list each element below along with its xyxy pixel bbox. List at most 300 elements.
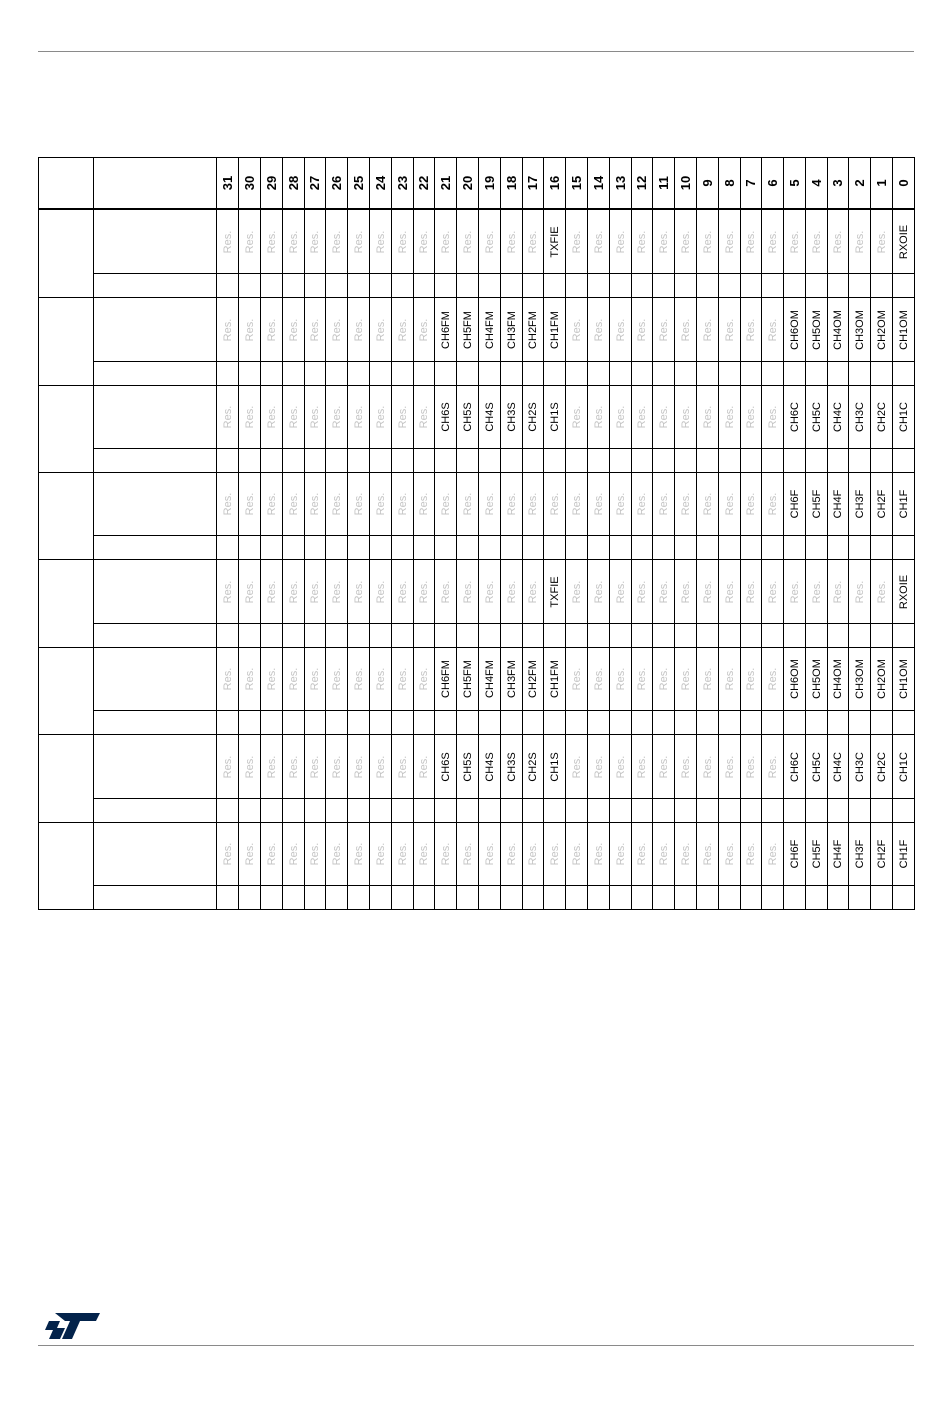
reset-value-cell: [741, 624, 762, 648]
reserved-bit-label: Res.: [614, 580, 627, 603]
reserved-bit-label: Res.: [287, 755, 300, 778]
reserved-bit-label: Res.: [527, 842, 539, 865]
reserved-bit-label: Res.: [418, 230, 430, 253]
reserved-bit-label: Res.: [287, 580, 300, 603]
register-bit-field: [479, 647, 501, 711]
register-bit-field: [632, 210, 653, 274]
register-bit-field: [501, 647, 523, 711]
bit-number-label: 15: [568, 175, 584, 191]
reset-value-cell: [719, 624, 741, 648]
reset-value-cell: [741, 886, 762, 910]
register-bit-field: [326, 735, 348, 799]
register-name-cell: [94, 822, 217, 886]
reset-value-cell: [632, 624, 653, 648]
reset-value-cell: [741, 362, 762, 386]
reset-value-cell: [697, 799, 719, 823]
reserved-bit-label: Res.: [636, 230, 648, 253]
bit-field-name: CH6S: [439, 751, 452, 782]
bit-field-name: CH1S: [548, 751, 561, 782]
reset-value-cell: [261, 274, 283, 298]
register-bit-field: [239, 472, 261, 536]
reset-value-cell: [632, 799, 653, 823]
bit-field-name: CH5S: [461, 401, 474, 432]
reset-value-cell: [566, 536, 588, 560]
bit-field-name: CH2S: [527, 401, 539, 432]
register-offset-cell: [38, 298, 94, 386]
reset-value-cell: [566, 886, 588, 910]
reset-value-cell: [523, 536, 544, 560]
reset-value-cell: [414, 274, 435, 298]
bit-field-name: CH6S: [439, 401, 452, 432]
register-bit-field: [653, 298, 675, 362]
register-bit-field: [261, 298, 283, 362]
bit-number-header: [217, 157, 239, 210]
reset-value-cell: [632, 362, 653, 386]
register-bit-field: [457, 298, 479, 362]
register-bit-field: [457, 210, 479, 274]
register-bit-field: [588, 210, 610, 274]
reserved-bit-label: Res.: [614, 667, 627, 690]
reserved-bit-label: Res.: [527, 230, 539, 253]
reserved-bit-label: Res.: [243, 580, 256, 603]
register-bit-field: [544, 472, 566, 536]
reserved-bit-label: Res.: [723, 318, 736, 341]
register-bit-field: [588, 472, 610, 536]
reset-value-cell: [610, 362, 632, 386]
reserved-bit-label: Res.: [309, 667, 321, 690]
reserved-bit-label: Res.: [701, 755, 714, 778]
reserved-bit-label: Res.: [766, 667, 779, 690]
reserved-bit-label: Res.: [221, 230, 234, 253]
register-bit-field: [632, 647, 653, 711]
reserved-bit-label: Res.: [374, 755, 387, 778]
register-bit-field: [784, 298, 806, 362]
register-bit-field: [239, 822, 261, 886]
bit-number-label: 13: [612, 175, 628, 191]
register-bit-field: [283, 298, 305, 362]
reset-value-cell: [457, 362, 479, 386]
reset-value-cell: [239, 886, 261, 910]
register-bit-field: [392, 210, 414, 274]
register-bit-field: [697, 472, 719, 536]
bit-field-name: CH5C: [810, 751, 823, 782]
reset-value-cell: [675, 711, 697, 735]
bit-field-name: CH4S: [483, 401, 496, 432]
reserved-bit-label: Res.: [418, 667, 430, 690]
reserved-bit-label: Res.: [614, 755, 627, 778]
bit-field-name: CH1FM: [548, 310, 561, 349]
bit-number-label: 31: [219, 175, 235, 191]
register-bit-field: [457, 822, 479, 886]
reserved-bit-label: Res.: [309, 230, 321, 253]
reset-value-cell: [828, 799, 849, 823]
reset-value-cell: [414, 711, 435, 735]
reserved-bit-label: Res.: [483, 230, 496, 253]
register-bit-field: [457, 560, 479, 624]
register-bit-field: [697, 298, 719, 362]
reset-value-cell: [414, 536, 435, 560]
register-bit-field: [523, 298, 544, 362]
reset-value-cell: [871, 624, 893, 648]
reset-value-cell: [326, 799, 348, 823]
reserved-bit-label: Res.: [657, 580, 670, 603]
reserved-bit-label: Res.: [570, 492, 583, 515]
reset-value-cell: [326, 274, 348, 298]
reserved-bit-label: Res.: [439, 230, 452, 253]
reset-value-cell: [719, 799, 741, 823]
reset-value-cell: [283, 799, 305, 823]
bit-number-header: [523, 157, 544, 210]
reserved-bit-label: Res.: [853, 580, 866, 603]
reset-value-cell: [435, 799, 457, 823]
register-bit-field: [523, 822, 544, 886]
register-bit-field: [893, 298, 915, 362]
register-offset-cell: [38, 385, 94, 473]
reset-value-cell: [632, 274, 653, 298]
bit-number-header: [261, 157, 283, 210]
reset-value-cell: [784, 536, 806, 560]
register-bit-field: [893, 210, 915, 274]
reserved-bit-label: Res.: [592, 405, 605, 428]
register-bit-field: [610, 298, 632, 362]
register-bit-field: [414, 822, 435, 886]
reserved-bit-label: Res.: [374, 405, 387, 428]
reset-value-label-cell: [94, 799, 217, 823]
reserved-bit-label: Res.: [679, 667, 692, 690]
register-bit-field: [261, 472, 283, 536]
register-bit-field: [566, 822, 588, 886]
bit-number-label: 4: [808, 179, 824, 187]
reserved-bit-label: Res.: [570, 230, 583, 253]
register-bit-field: [501, 472, 523, 536]
register-offset-cell: [38, 735, 94, 823]
reset-value-cell: [501, 886, 523, 910]
reserved-bit-label: Res.: [570, 755, 583, 778]
register-bit-field: [544, 210, 566, 274]
register-bit-field: [479, 472, 501, 536]
register-bit-field: [675, 385, 697, 449]
reset-value-cell: [784, 711, 806, 735]
bit-field-name: CH1C: [897, 401, 910, 432]
reset-value-label-cell: [94, 624, 217, 648]
reserved-bit-label: Res.: [766, 755, 779, 778]
bit-number-header: [326, 157, 348, 210]
reset-value-cell: [849, 799, 871, 823]
bit-number-label: 25: [350, 175, 366, 191]
bit-field-name: CH1S: [548, 401, 561, 432]
register-bit-field: [348, 822, 370, 886]
reserved-bit-label: Res.: [374, 667, 387, 690]
register-bit-field: [523, 560, 544, 624]
bit-number-header: [479, 157, 501, 210]
reset-value-cell: [261, 711, 283, 735]
reset-value-cell: [348, 449, 370, 473]
bit-field-name: CH4F: [832, 839, 844, 868]
register-bit-field: [849, 298, 871, 362]
reserved-bit-label: Res.: [309, 405, 321, 428]
register-bit-field: [675, 210, 697, 274]
bit-field-name: CH2FM: [527, 659, 539, 698]
reset-value-cell: [523, 449, 544, 473]
reset-value-cell: [719, 449, 741, 473]
reset-value-cell: [523, 624, 544, 648]
reset-value-cell: [697, 624, 719, 648]
reset-value-cell: [697, 362, 719, 386]
reserved-bit-label: Res.: [309, 492, 321, 515]
bit-field-name: CH2FM: [527, 310, 539, 349]
reset-value-cell: [849, 886, 871, 910]
register-bit-field: [566, 298, 588, 362]
register-bit-field: [348, 735, 370, 799]
reserved-bit-label: Res.: [374, 492, 387, 515]
bit-field-name: CH3F: [853, 839, 866, 868]
register-bit-field: [523, 472, 544, 536]
reset-value-cell: [217, 799, 239, 823]
reserved-bit-label: Res.: [265, 318, 278, 341]
reset-value-cell: [217, 362, 239, 386]
reserved-bit-label: Res.: [352, 580, 365, 603]
reset-value-cell: [370, 362, 392, 386]
reserved-bit-label: Res.: [592, 230, 605, 253]
reserved-bit-label: Res.: [679, 318, 692, 341]
register-bit-field: [414, 210, 435, 274]
reserved-bit-label: Res.: [614, 230, 627, 253]
register-bit-field: [435, 647, 457, 711]
reserved-bit-label: Res.: [483, 492, 496, 515]
reset-value-cell: [828, 362, 849, 386]
reset-value-cell: [762, 886, 784, 910]
bit-number-header: [762, 157, 784, 210]
bit-number-header: [544, 157, 566, 210]
reset-value-cell: [675, 536, 697, 560]
reset-value-cell: [370, 711, 392, 735]
reserved-bit-label: Res.: [483, 580, 496, 603]
reset-value-cell: [283, 536, 305, 560]
reset-value-cell: [828, 886, 849, 910]
register-bit-field: [326, 298, 348, 362]
reset-value-cell: [217, 274, 239, 298]
reserved-bit-label: Res.: [570, 580, 583, 603]
bit-field-name: CH6FM: [439, 310, 452, 349]
header-separator: [38, 208, 915, 210]
reset-value-cell: [828, 449, 849, 473]
register-bit-field: [348, 472, 370, 536]
reserved-bit-label: Res.: [461, 842, 474, 865]
bit-number-header: [588, 157, 610, 210]
reset-value-cell: [544, 799, 566, 823]
bit-field-name: CH5F: [810, 839, 823, 868]
register-bit-field: [762, 472, 784, 536]
reset-value-cell: [762, 536, 784, 560]
reset-value-cell: [566, 274, 588, 298]
reset-value-cell: [719, 362, 741, 386]
reset-value-cell: [392, 449, 414, 473]
reset-value-cell: [414, 886, 435, 910]
register-bit-field: [414, 735, 435, 799]
bit-field-name: CH3S: [505, 751, 518, 782]
bit-number-header: [697, 157, 719, 210]
bit-number-label: 23: [394, 175, 410, 191]
reset-value-cell: [479, 274, 501, 298]
register-bit-field: [370, 385, 392, 449]
register-bit-field: [414, 385, 435, 449]
reset-value-cell: [239, 449, 261, 473]
register-bit-field: [370, 298, 392, 362]
register-bit-field: [741, 385, 762, 449]
register-bit-field: [784, 385, 806, 449]
reserved-bit-label: Res.: [745, 755, 757, 778]
reset-value-cell: [523, 711, 544, 735]
register-bit-field: [784, 647, 806, 711]
reserved-bit-label: Res.: [287, 667, 300, 690]
register-bit-field: [588, 560, 610, 624]
reset-value-cell: [719, 536, 741, 560]
register-bit-field: [762, 647, 784, 711]
reserved-bit-label: Res.: [832, 580, 844, 603]
register-bit-field: [741, 472, 762, 536]
reserved-bit-label: Res.: [723, 667, 736, 690]
reserved-bit-label: Res.: [679, 230, 692, 253]
reset-value-cell: [653, 536, 675, 560]
reserved-bit-label: Res.: [766, 842, 779, 865]
reset-value-cell: [849, 362, 871, 386]
reserved-bit-label: Res.: [461, 580, 474, 603]
bit-field-name: CH3C: [853, 751, 866, 782]
reset-value-cell: [261, 624, 283, 648]
reset-value-cell: [283, 886, 305, 910]
register-bit-field: [871, 385, 893, 449]
reserved-bit-label: Res.: [679, 755, 692, 778]
bit-number-header: [239, 157, 261, 210]
reserved-bit-label: Res.: [243, 318, 256, 341]
register-bit-field: [849, 385, 871, 449]
reset-value-cell: [741, 274, 762, 298]
reserved-bit-label: Res.: [570, 667, 583, 690]
reset-value-cell: [588, 799, 610, 823]
register-bit-field: [741, 210, 762, 274]
reserved-bit-label: Res.: [330, 492, 343, 515]
reserved-bit-label: Res.: [418, 492, 430, 515]
register-bit-field: [719, 210, 741, 274]
register-bit-field: [762, 735, 784, 799]
register-bit-field: [479, 210, 501, 274]
reserved-bit-label: Res.: [679, 580, 692, 603]
register-bit-field: [217, 385, 239, 449]
reset-value-cell: [806, 886, 828, 910]
reserved-bit-label: Res.: [265, 580, 278, 603]
reset-value-cell: [326, 536, 348, 560]
register-bit-field: [762, 210, 784, 274]
register-bit-field: [370, 822, 392, 886]
bit-field-name: CH4S: [483, 751, 496, 782]
reserved-bit-label: Res.: [265, 755, 278, 778]
register-bit-field: [501, 822, 523, 886]
reset-value-cell: [457, 449, 479, 473]
reset-value-cell: [326, 449, 348, 473]
reset-value-cell: [806, 274, 828, 298]
reserved-bit-label: Res.: [265, 405, 278, 428]
reserved-bit-label: Res.: [439, 842, 452, 865]
register-bit-field: [392, 560, 414, 624]
reset-value-cell: [457, 886, 479, 910]
register-bit-field: [784, 560, 806, 624]
reset-value-cell: [784, 799, 806, 823]
register-bit-field: [326, 822, 348, 886]
reset-value-cell: [479, 624, 501, 648]
register-bit-field: [871, 822, 893, 886]
register-bit-field: [544, 385, 566, 449]
reset-value-cell: [784, 624, 806, 648]
register-bit-field: [653, 735, 675, 799]
reserved-bit-label: Res.: [374, 842, 387, 865]
bit-number-header: [806, 157, 828, 210]
register-bit-field: [261, 210, 283, 274]
register-name-cell: [94, 385, 217, 449]
reserved-bit-label: Res.: [396, 405, 409, 428]
bit-field-name: CH5OM: [810, 658, 823, 699]
reserved-bit-label: Res.: [723, 755, 736, 778]
bit-number-header: [675, 157, 697, 210]
register-bit-field: [501, 385, 523, 449]
register-bit-field: [588, 735, 610, 799]
reset-value-cell: [566, 449, 588, 473]
reset-value-cell: [348, 274, 370, 298]
reset-value-cell: [370, 886, 392, 910]
bit-number-header: [370, 157, 392, 210]
reset-value-cell: [719, 711, 741, 735]
reset-value-cell: [305, 799, 326, 823]
reserved-bit-label: Res.: [505, 230, 518, 253]
bit-number-header: [632, 157, 653, 210]
reset-value-cell: [239, 536, 261, 560]
reset-value-cell: [326, 711, 348, 735]
register-bit-field: [544, 560, 566, 624]
reset-value-cell: [632, 886, 653, 910]
reset-value-cell: [653, 624, 675, 648]
reset-value-cell: [806, 536, 828, 560]
register-bit-field: [893, 647, 915, 711]
reserved-bit-label: Res.: [396, 318, 409, 341]
bit-field-name: CH3S: [505, 401, 518, 432]
reset-value-cell: [610, 536, 632, 560]
reset-value-cell: [392, 274, 414, 298]
reserved-bit-label: Res.: [614, 318, 627, 341]
reset-value-cell: [348, 624, 370, 648]
register-bit-field: [392, 822, 414, 886]
reset-value-cell: [217, 886, 239, 910]
register-bit-field: [849, 472, 871, 536]
reset-value-cell: [457, 711, 479, 735]
reset-value-cell: [806, 799, 828, 823]
register-bit-field: [370, 735, 392, 799]
bit-field-name: CH3OM: [853, 309, 866, 350]
register-bit-field: [370, 647, 392, 711]
register-bit-field: [697, 385, 719, 449]
register-bit-field: [719, 560, 741, 624]
register-bit-field: [239, 210, 261, 274]
register-bit-field: [348, 210, 370, 274]
register-bit-field: [871, 472, 893, 536]
reserved-bit-label: Res.: [592, 580, 605, 603]
reset-value-cell: [348, 886, 370, 910]
reserved-bit-label: Res.: [309, 318, 321, 341]
reset-value-cell: [348, 799, 370, 823]
reserved-bit-label: Res.: [788, 580, 801, 603]
register-bit-field: [305, 385, 326, 449]
bit-field-name: CH6C: [788, 751, 801, 782]
reset-value-cell: [326, 624, 348, 648]
bit-number-label: 22: [416, 175, 431, 191]
